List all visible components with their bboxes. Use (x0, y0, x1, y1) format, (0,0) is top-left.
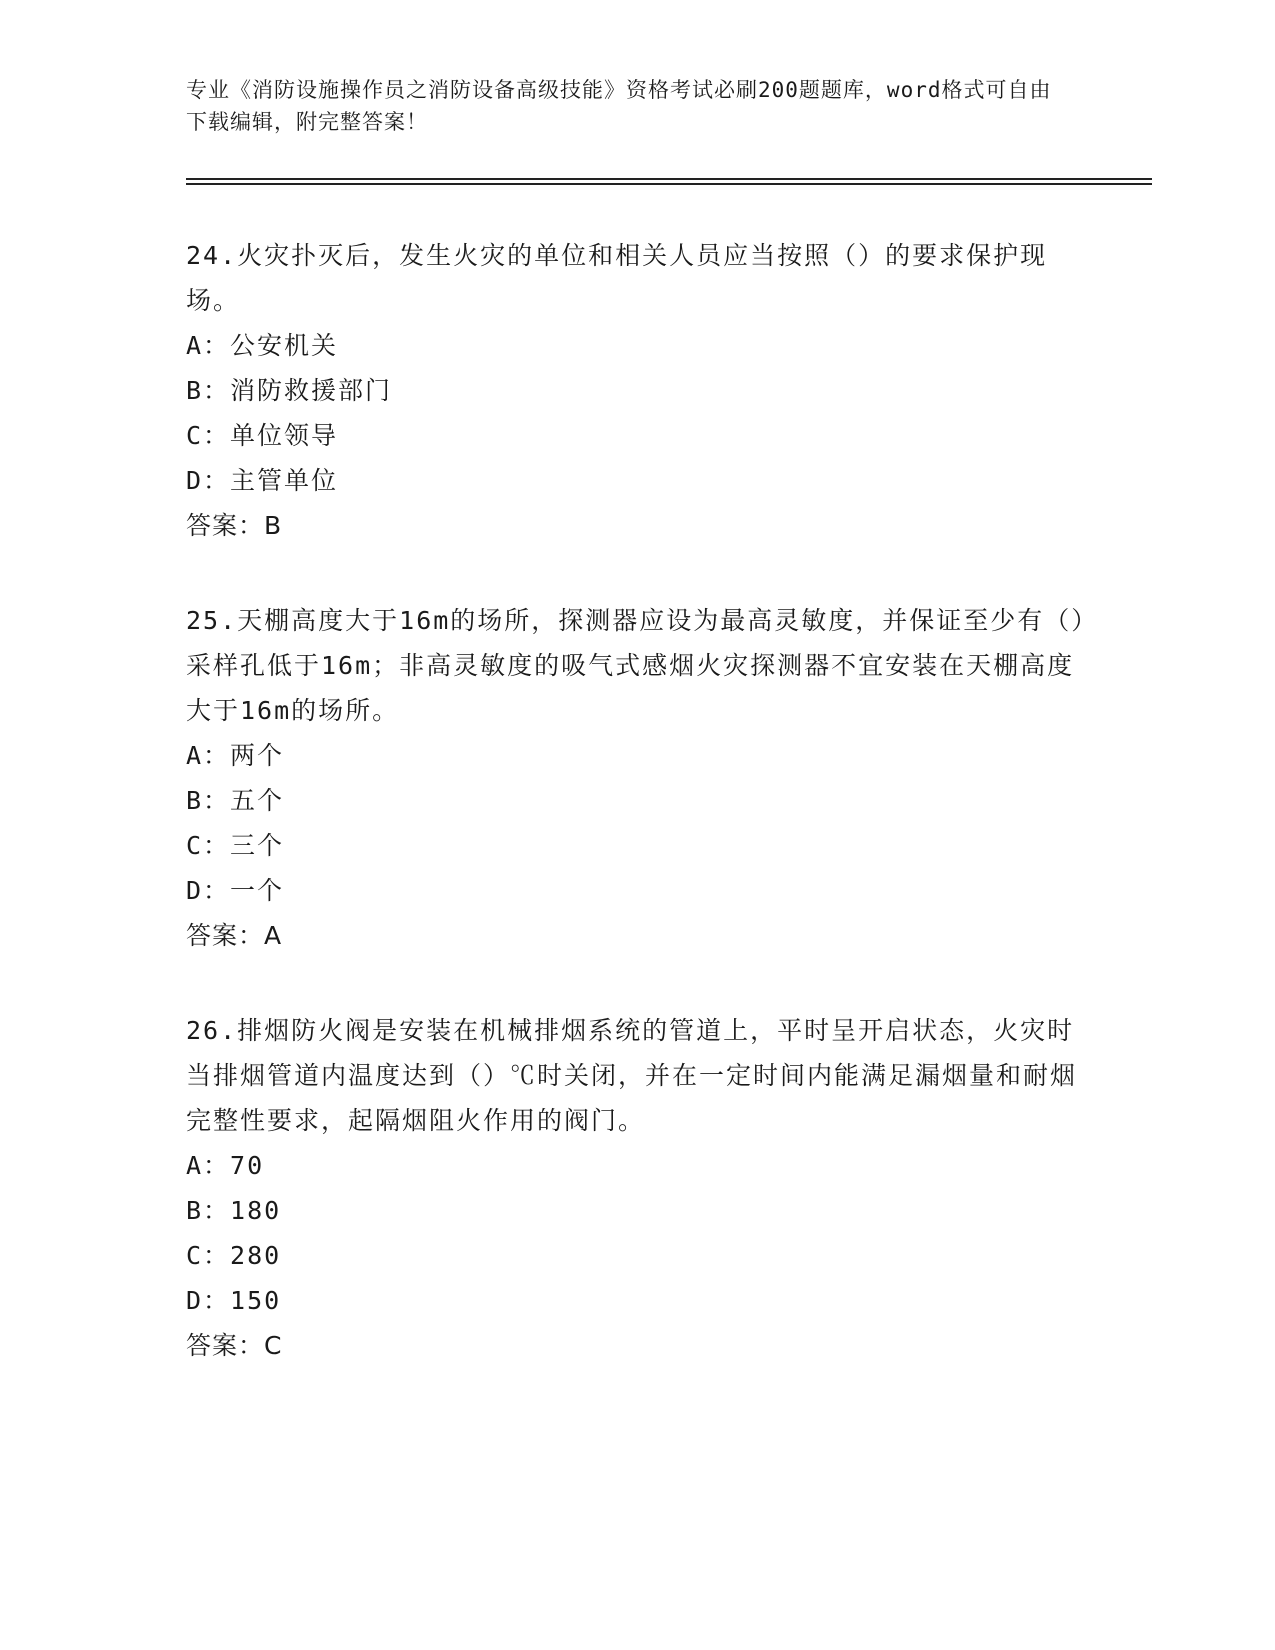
option-c: C：三个 (186, 831, 285, 860)
option-a: A：70 (186, 1151, 265, 1180)
question-text: 24.火灾扑灭后，发生火灾的单位和相关人员应当按照（）的要求保护现场。 (186, 241, 1048, 315)
option-a: A：公安机关 (186, 331, 339, 360)
answer: 答案：B (186, 511, 283, 540)
answer: 答案：C (186, 1331, 283, 1360)
option-d: D：一个 (186, 876, 285, 905)
question-26 (186, 1008, 1086, 1368)
option-d: D：150 (186, 1286, 282, 1315)
option-b: B：180 (186, 1196, 282, 1225)
question-24 (186, 233, 1086, 548)
answer: 答案：A (186, 921, 283, 950)
option-c: C：280 (186, 1241, 282, 1270)
option-b: B：消防救援部门 (186, 376, 393, 405)
option-a: A：两个 (186, 741, 285, 770)
question-25 (186, 598, 1086, 958)
option-c: C：单位领导 (186, 421, 339, 450)
header-divider-bottom (186, 183, 1152, 185)
option-b: B：五个 (186, 786, 285, 815)
option-d: D：主管单位 (186, 466, 339, 495)
question-text: 25.天棚高度大于16m的场所，探测器应设为最高灵敏度，并保证至少有（）采样孔低于16m；非高灵敏度的吸气式感烟火灾探测器不宜安装在天棚高度大于16m的场所。 (186, 606, 1086, 725)
question-text: 26.排烟防火阀是安装在机械排烟系统的管道上，平时呈开启状态，火灾时当排烟管道内温度达到（）℃时关闭，并在一定时间内能满足漏烟量和耐烟完整性要求，起隔烟阻火作用的阀门。 (186, 1016, 1078, 1135)
document-header: 专业《消防设施操作员之消防设备高级技能》资格考试必刷200题题库，word格式可自由下载编辑，附完整答案！ (186, 78, 1052, 134)
header-divider-top (186, 178, 1152, 180)
